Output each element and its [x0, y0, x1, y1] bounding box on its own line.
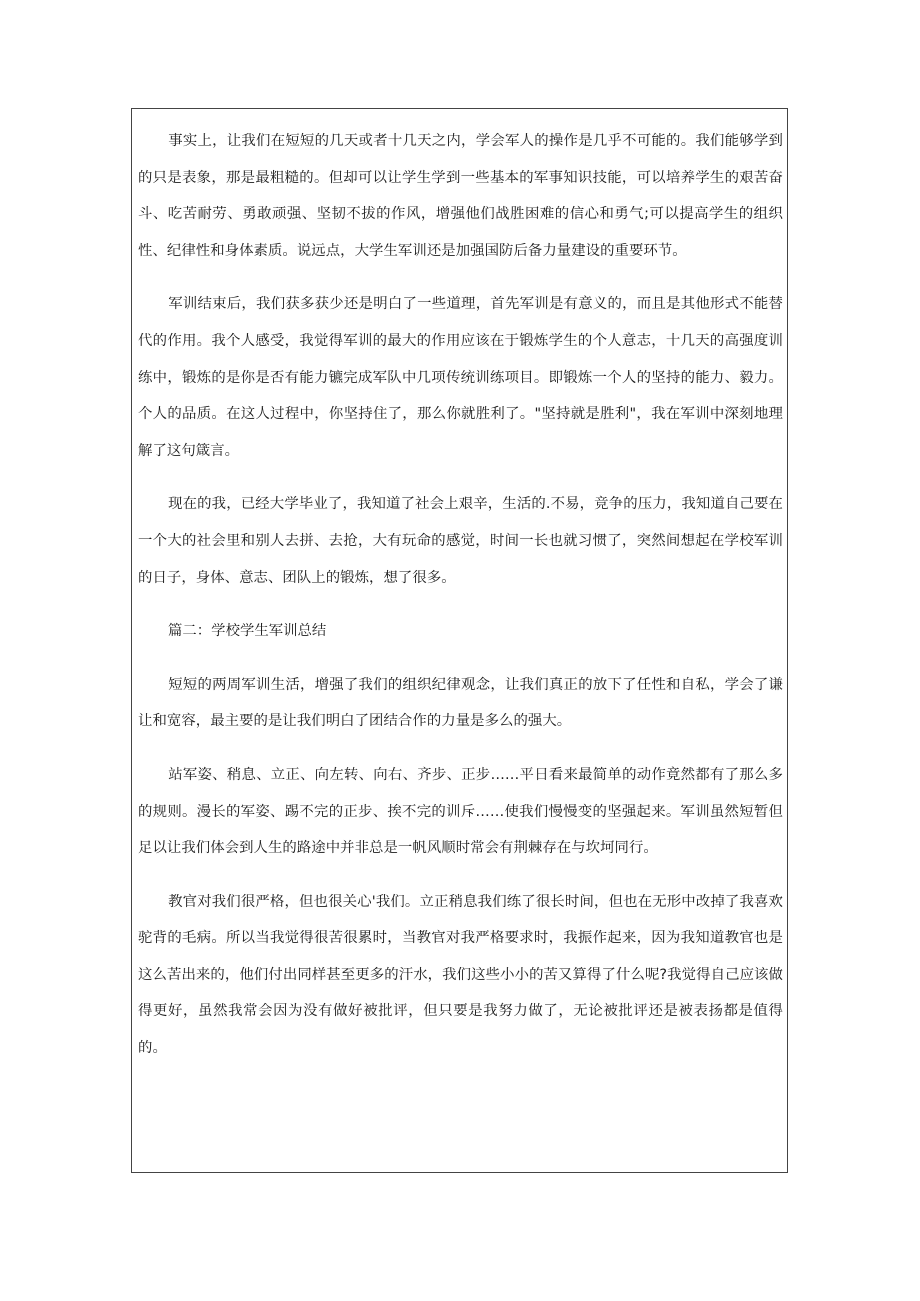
- paragraph-2: [138, 286, 783, 469]
- paragraph-4: [138, 667, 783, 740]
- section-heading-text: 篇二：学校学生军训总结: [168, 623, 327, 640]
- paragraph-5-text: 站军姿、稍息、立正、向左转、向右、齐步、正步……平日看来最简单的动作竟然都有了那么多的规则。漫长的军姿、踢不完的正步、挨不完的训斥……使我们慢慢变的坚强起来。军训虽然短暂但足以让我们体会到人生的路途中并非总是一帆风顺时常会有荆棘存在与坎坷同行。: [138, 766, 783, 857]
- paragraph-5: [138, 757, 783, 867]
- paragraph-6: [138, 884, 783, 1067]
- paragraph-4-text: 短短的两周军训生活，增强了我们的组织纪律观念，让我们真正的放下了任性和自私，学会了谦让和宽容，最主要的是让我们明白了团结合作的力量是多么的强大。: [138, 676, 783, 730]
- document-body: [138, 123, 783, 1084]
- document-page-frame: [131, 108, 788, 1173]
- paragraph-3-text: 现在的我，已经大学毕业了，我知道了社会上艰辛，生活的.不易，竞争的压力，我知道自己要在一个大的社会里和别人去拼、去抢，大有玩命的感觉，时间一长也就习惯了，突然间想起在学校军训的日子，身体、意志、团队上的锻炼，想了很多。: [138, 496, 783, 586]
- paragraph-2-text: 军训结束后，我们获多获少还是明白了一些道理，首先军训是有意义的，而且是其他形式不能替代的作用。我个人感受，我觉得军训的最大的作用应该在于锻炼学生的个人意志，十几天的高强度训练中，锻炼的是你是否有能力镳完成军队中几项传统训练项目。即锻炼一个人的坚持的能力、毅力。个人的品质。在这人过程中，你坚持住了，那么你就胜利了。"坚持就是胜利"，我在军训中深刻地理解了这句箴言。: [138, 296, 783, 459]
- paragraph-1-text: 事实上，让我们在短短的几天或者十几天之内，学会军人的操作是几乎不可能的。我们能够学到的只是表象，那是最粗糙的。但却可以让学生学到一些基本的军事知识技能，可以培养学生的艰苦奋斗、吃苦耐劳、勇敢顽强、坚韧不拔的作风，增强他们战胜困难的信心和勇气;可以提高学生的组织性、纪律性和身体素质。说远点，大学生军训还是加强国防后备力量建设的重要环节。: [138, 133, 783, 259]
- section-heading: [138, 613, 783, 650]
- paragraph-3: [138, 486, 783, 596]
- paragraph-6-text: 教官对我们很严格，但也很关心'我们。立正稍息我们练了很长时间，但也在无形中改掉了我喜欢驼背的毛病。所以当我觉得很苦很累时，当教官对我严格要求时，我振作起来，因为我知道教官也是这么苦出来的，他们付出同样甚至更多的汗水，我们这些小小的苦又算得了什么呢?我觉得自己应该做得更好，虽然我常会因为没有做好被批评，但只要是我努力做了，无论被批评还是被表扬都是值得的。: [138, 893, 783, 1057]
- paragraph-1: [138, 123, 783, 269]
